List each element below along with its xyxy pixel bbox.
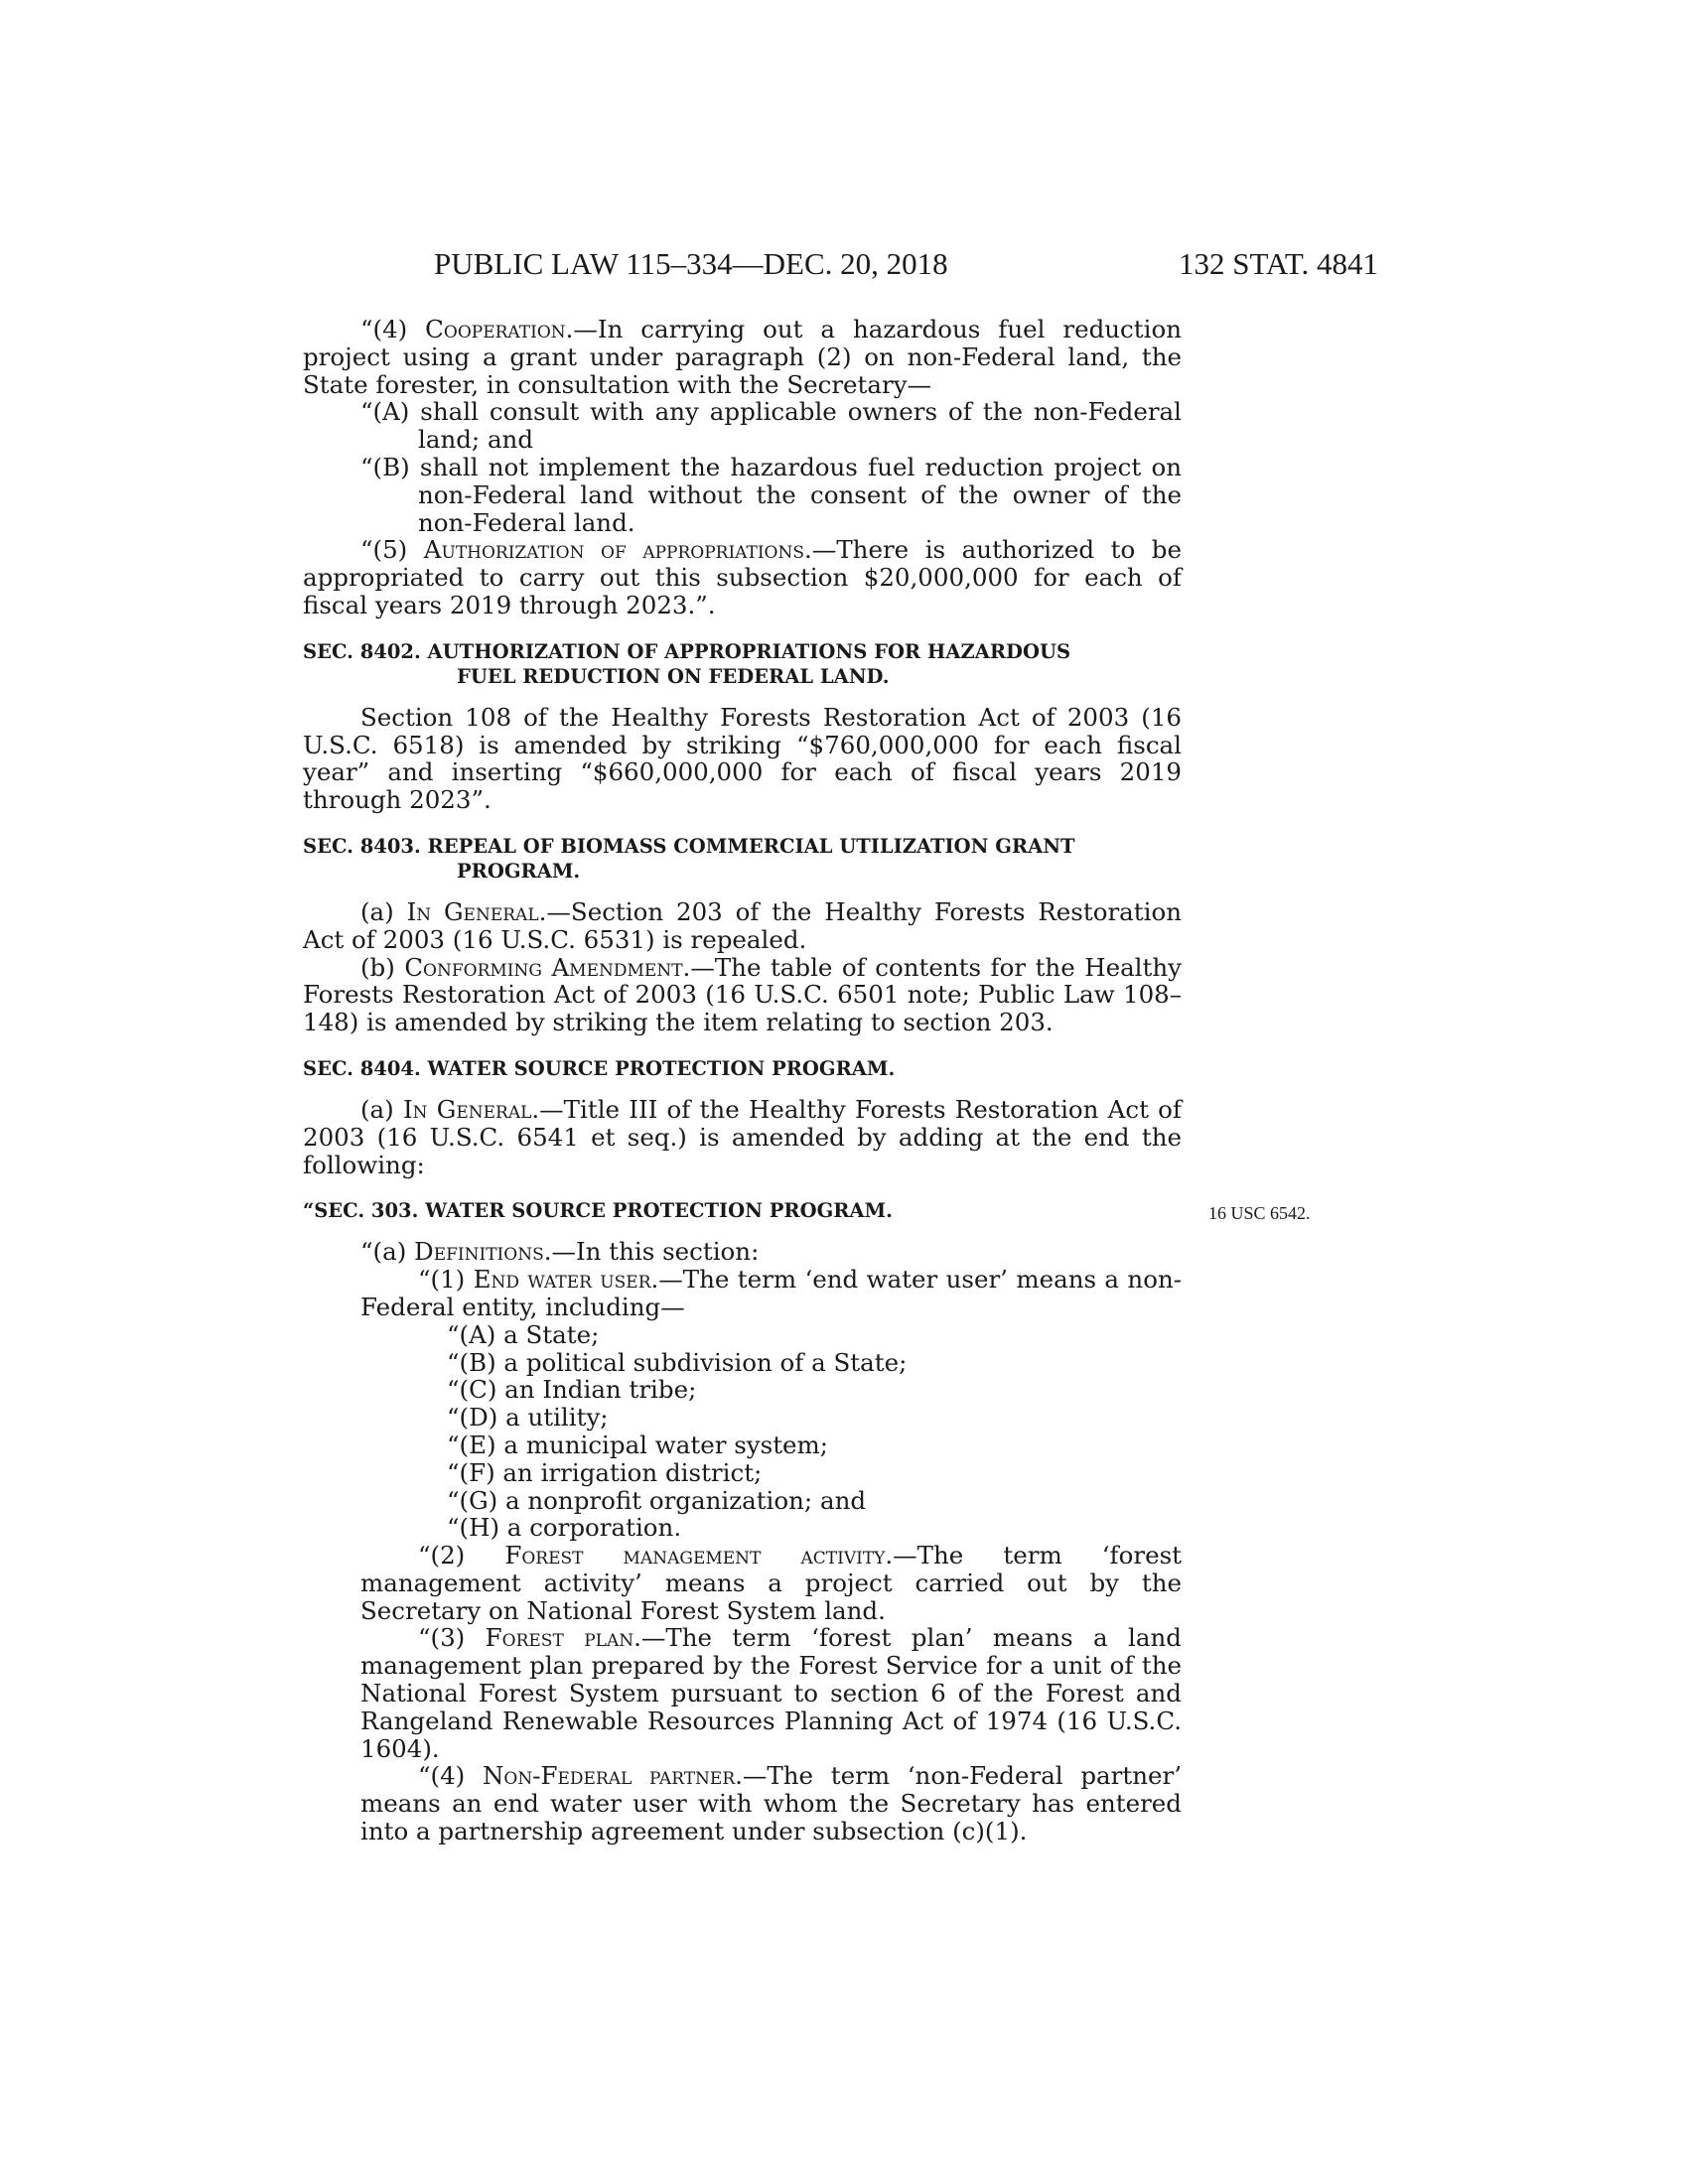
caption-forest-management-activity: Forest management activity — [504, 1541, 886, 1570]
caption-cooperation: Cooperation — [425, 315, 566, 343]
list-item: “(A) a State; — [447, 1319, 600, 1349]
paragraph-cooperation — [303, 316, 1182, 398]
text-end-water-user: .—The term ‘end water user’ means a non-Federal entity, including— — [360, 1265, 1183, 1321]
section-heading-8403 — [303, 834, 1182, 884]
text-8404-a: .—Title III of the Healthy Forests Restoration Act of 2003 (16 U.S.C. 6541 et seq.) is amended by adding at the end the following: — [303, 1094, 1182, 1179]
section-303-row — [303, 1198, 1311, 1224]
header-title: PUBLIC LAW 115–334—DEC. 20, 2018 — [434, 246, 948, 281]
paragraph-authorization — [303, 536, 1182, 618]
caption-in-general: In General — [402, 1094, 532, 1124]
list-item: “(D) a utility; — [447, 1403, 609, 1433]
margin-citation: 16 USC 6542. — [1208, 1203, 1311, 1224]
caption-definitions: Definitions — [414, 1237, 544, 1267]
section-heading-303 — [303, 1198, 1182, 1223]
para-lead: (a) — [360, 896, 407, 926]
text-definitions: .—In this section: — [543, 1237, 760, 1267]
paragraph-8402: Section 108 of the Healthy Forests Restoration Act of 2003 (16 U.S.C. 6518) is amended by striking “$760,000,000 for each fiscal year” and inserting “$660,000,000 for each of fiscal years 2019 through 2023”. — [303, 702, 1182, 815]
para-lead: “(1) — [418, 1265, 474, 1295]
section-heading-line: FUEL REDUCTION ON FEDERAL LAND. — [457, 664, 890, 688]
item-a: “(A) shall consult with any applicable owners of the non-Federal land; and — [360, 397, 1182, 455]
para-lead: “(3) — [418, 1623, 486, 1653]
document-body — [303, 315, 1311, 1846]
list-item: “(F) an irrigation district; — [447, 1457, 763, 1487]
definition-forest-management-activity — [303, 1542, 1182, 1624]
para-lead: “(4) — [418, 1761, 483, 1791]
paragraph-definitions — [303, 1238, 1182, 1266]
para-lead: “(4) — [360, 315, 426, 343]
text-non-federal-partner: .—The term ‘non-Federal partner’ means an end water user with whom the Secretary has entered into a partnership agreement under subsection (c)(1). — [360, 1761, 1182, 1846]
section-heading-line: SEC. 8403. REPEAL OF BIOMASS COMMERCIAL UTILIZATION GRANT — [303, 834, 1075, 858]
para-lead: “(a) — [360, 1237, 415, 1267]
paragraph-8403-a — [303, 898, 1182, 954]
caption-in-general: In General — [406, 896, 539, 926]
text-8403-b: .—The table of contents for the Healthy Forests Restoration Act of 2003 (16 U.S.C. 6501 note; Public Law 108–148) is amended by striking the item relating to section 203. — [303, 952, 1182, 1037]
text-authorization: .—There is authorized to be appropriated to carry out this subsection $20,000,000 for each of fiscal years 2019 through 2023.”. — [303, 535, 1182, 619]
definition-forest-plan — [303, 1624, 1182, 1762]
list-item: “(G) a nonprofit organization; and — [447, 1485, 867, 1515]
list-item: “(B) a political subdivision of a State; — [447, 1347, 908, 1377]
caption-forest-plan: Forest plan — [485, 1623, 634, 1653]
caption-authorization: Authorization of appropriations — [423, 535, 805, 565]
text-8403-a: .—Section 203 of the Healthy Forests Restoration Act of 2003 (16 U.S.C. 6531) is repealed. — [303, 896, 1182, 954]
section-heading-line: SEC. 8402. AUTHORIZATION OF APPROPRIATIONS FOR HAZARDOUS — [303, 639, 1071, 663]
definition-end-water-user — [303, 1266, 1182, 1321]
paragraph-8404-a — [303, 1096, 1182, 1178]
section-heading-line: “SEC. 303. WATER SOURCE PROTECTION PROGRAM. — [303, 1199, 893, 1223]
para-lead: “(5) — [360, 535, 424, 565]
list-item: “(E) a municipal water system; — [447, 1430, 829, 1459]
header-page-number: 132 STAT. 4841 — [1178, 246, 1378, 281]
text-forest-management-activity: .—The term ‘forest management activity’ means a project carried out by the Secretary on National Forest System land. — [360, 1541, 1182, 1625]
para-lead: (a) — [360, 1094, 403, 1124]
caption-end-water-user: End water user — [473, 1265, 651, 1295]
section-heading-line: PROGRAM. — [457, 859, 581, 883]
section-heading-line: SEC. 8404. WATER SOURCE PROTECTION PROGRAM. — [303, 1056, 896, 1080]
item-b: “(B) shall not implement the hazardous fuel reduction project on non-Federal land without the consent of the owner of the non-Federal land. — [360, 452, 1182, 537]
caption-non-federal-partner: Non-Federal partner — [482, 1761, 736, 1791]
definition-non-federal-partner — [303, 1762, 1182, 1844]
caption-conforming-amendment: Conforming Amendment — [404, 952, 683, 982]
list-item: “(C) an Indian tribe; — [447, 1375, 697, 1405]
text-cooperation: .—In carrying out a hazardous fuel reduction project using a grant under paragraph (2) on non-Federal land, the State forester, in consultation with the Secretary— — [303, 315, 1182, 399]
section-heading-8404 — [303, 1056, 1182, 1081]
section-heading-8402 — [303, 639, 1182, 689]
paragraph-8403-b — [303, 954, 1182, 1036]
text-forest-plan: .—The term ‘forest plan’ means a land management plan prepared by the Forest Service for a unit of the National Forest System pursuant to section 6 of the Forest and Rangeland Renewable Resources Planning Act of 1974 (16 U.S.C. 1604). — [360, 1623, 1182, 1763]
running-header — [298, 246, 1378, 290]
para-lead: (b) — [360, 952, 405, 982]
para-lead: “(2) — [418, 1541, 505, 1570]
list-item: “(H) a corporation. — [447, 1513, 682, 1543]
